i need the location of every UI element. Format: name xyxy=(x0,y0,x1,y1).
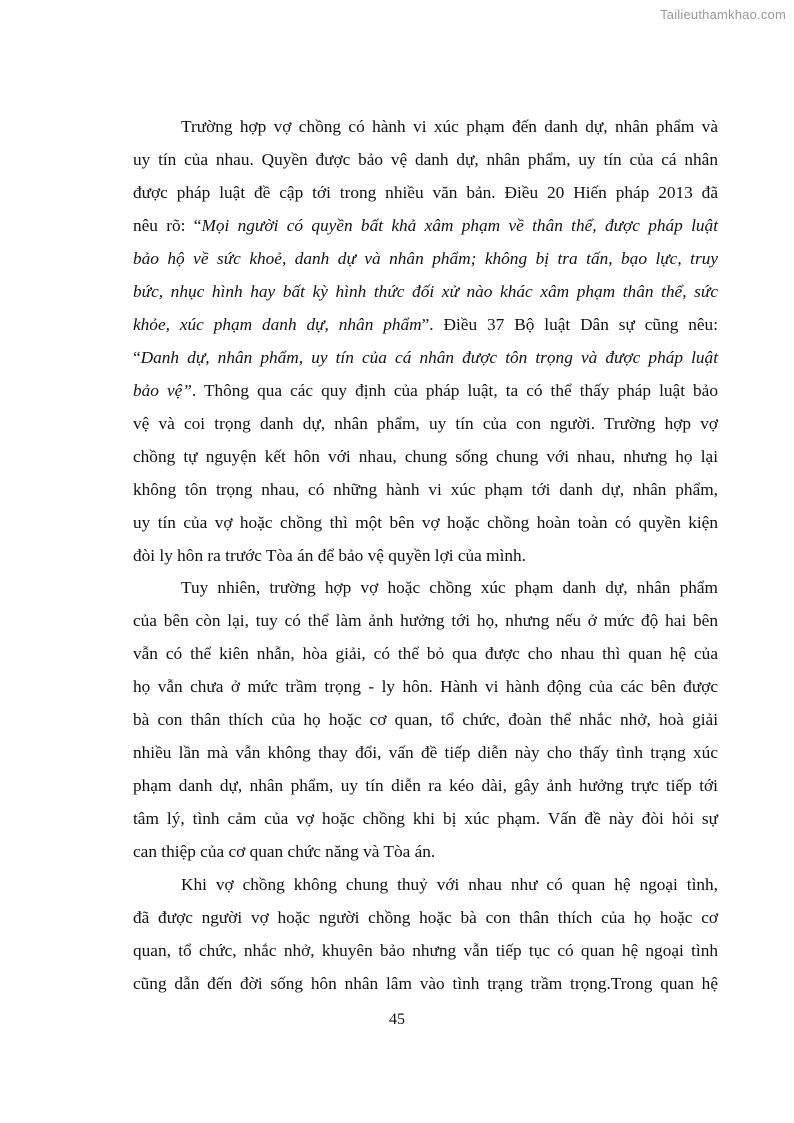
text-segment: bà con thân thích của họ hoặc cơ quan, tổ chức, đoàn thể nhắc nhở, hoà giải xyxy=(133,710,718,729)
text-line xyxy=(133,445,718,469)
quoted-text: khỏe, xúc phạm danh dự, nhân phẩm xyxy=(133,315,422,334)
text-line xyxy=(133,972,718,996)
watermark-text: Tailieuthamkhao.com xyxy=(660,7,786,22)
text-segment: Trường hợp vợ chồng có hành vi xúc phạm đến danh dự, nhân phẩm và xyxy=(181,117,718,136)
text-segment: họ vẫn chưa ở mức trầm trọng - ly hôn. Hành vi hành động của các bên được xyxy=(133,677,718,696)
text-line xyxy=(133,412,718,436)
text-line xyxy=(133,807,718,831)
text-segment: Khi vợ chồng không chung thuỷ với nhau như có quan hệ ngoại tình, xyxy=(181,875,718,894)
text-segment: ”. Điều 37 Bộ luật Dân sự cũng nêu: xyxy=(421,315,718,334)
text-line xyxy=(133,247,718,271)
text-line xyxy=(133,313,718,337)
quoted-text: bức, nhục hình hay bất kỳ hình thức đối xử nào khác xâm phạm thân thể, sức xyxy=(133,282,718,301)
text-segment: quan, tổ chức, nhắc nhở, khuyên bảo nhưng vẫn tiếp tục có quan hệ ngoại tình xyxy=(133,941,718,960)
text-line xyxy=(133,511,718,535)
text-segment: chồng tự nguyện kết hôn với nhau, chung sống chung với nhau, nhưng họ lại xyxy=(133,447,718,466)
text-line xyxy=(133,280,718,304)
text-line xyxy=(133,379,718,403)
text-segment: được pháp luật đề cập tới trong nhiều văn bản. Điều 20 Hiến pháp 2013 đã xyxy=(133,183,718,202)
text-line xyxy=(133,675,718,699)
text-line xyxy=(133,906,718,930)
text-line xyxy=(181,115,718,139)
text-segment: tâm lý, tình cảm của vợ hoặc chồng khi bị xúc phạm. Vấn đề này đòi hỏi sự xyxy=(133,809,718,828)
text-line xyxy=(133,346,718,370)
text-segment: vẫn có thể kiên nhẫn, hòa giải, có thể bỏ qua được cho nhau thì quan hệ của xyxy=(133,644,718,663)
quoted-text: bảo vệ” xyxy=(133,381,192,400)
text-segment: uy tín của vợ hoặc chồng thì một bên vợ hoặc chồng hoàn toàn có quyền kiện xyxy=(133,513,718,532)
text-segment: đã được người vợ hoặc người chồng hoặc bà con thân thích của họ hoặc cơ xyxy=(133,908,718,927)
text-segment: nêu rõ: “ xyxy=(133,216,202,235)
text-line xyxy=(133,148,718,172)
text-line xyxy=(133,939,718,963)
text-segment: can thiệp của cơ quan chức năng và Tòa án. xyxy=(133,842,436,861)
text-line xyxy=(133,181,718,205)
text-line xyxy=(133,741,718,765)
text-line xyxy=(133,708,718,732)
text-line xyxy=(133,642,718,666)
quoted-text: Mọi người có quyền bất khả xâm phạm về thân thể, được pháp luật xyxy=(201,216,718,235)
text-segment: cũng dẫn đến đời sống hôn nhân lâm vào tình trạng trầm trọng.Trong quan hệ xyxy=(133,974,718,993)
quoted-text: Danh dự, nhân phẩm, uy tín của cá nhân được tôn trọng và được pháp luật xyxy=(140,348,718,367)
text-line xyxy=(181,576,718,600)
text-segment: không tôn trọng nhau, có những hành vi xúc phạm tới danh dự, nhân phẩm, xyxy=(133,480,718,499)
quoted-text: bảo hộ về sức khoẻ, danh dự và nhân phẩm; không bị tra tấn, bạo lực, truy xyxy=(133,249,718,268)
text-segment: của bên còn lại, tuy có thể làm ảnh hưởng tới họ, nhưng nếu ở mức độ hai bên xyxy=(133,611,718,630)
text-segment: nhiều lần mà vẫn không thay đổi, vấn đề tiếp diễn này cho thấy tình trạng xúc xyxy=(133,743,718,762)
text-line xyxy=(133,774,718,798)
text-segment: phạm danh dự, nhân phẩm, uy tín diễn ra kéo dài, gây ảnh hưởng trực tiếp tới xyxy=(133,776,718,795)
text-segment: Tuy nhiên, trường hợp vợ hoặc chồng xúc phạm danh dự, nhân phẩm xyxy=(181,578,718,597)
text-line xyxy=(133,609,718,633)
text-line xyxy=(133,214,718,238)
page-number: 45 xyxy=(389,1011,405,1028)
text-line xyxy=(133,544,718,568)
text-segment: đòi ly hôn ra trước Tòa án để bảo vệ quyền lợi của mình. xyxy=(133,546,527,565)
text-segment: uy tín của nhau. Quyền được bảo vệ danh dự, nhân phẩm, uy tín của cá nhân xyxy=(133,150,718,169)
text-line xyxy=(133,478,718,502)
text-line xyxy=(133,840,718,864)
text-line xyxy=(181,873,718,897)
text-segment: . Thông qua các quy định của pháp luật, ta có thể thấy pháp luật bảo xyxy=(191,381,718,400)
text-segment: “ xyxy=(133,348,141,367)
text-segment: vệ và coi trọng danh dự, nhân phẩm, uy tín của con người. Trường hợp vợ xyxy=(133,414,718,433)
